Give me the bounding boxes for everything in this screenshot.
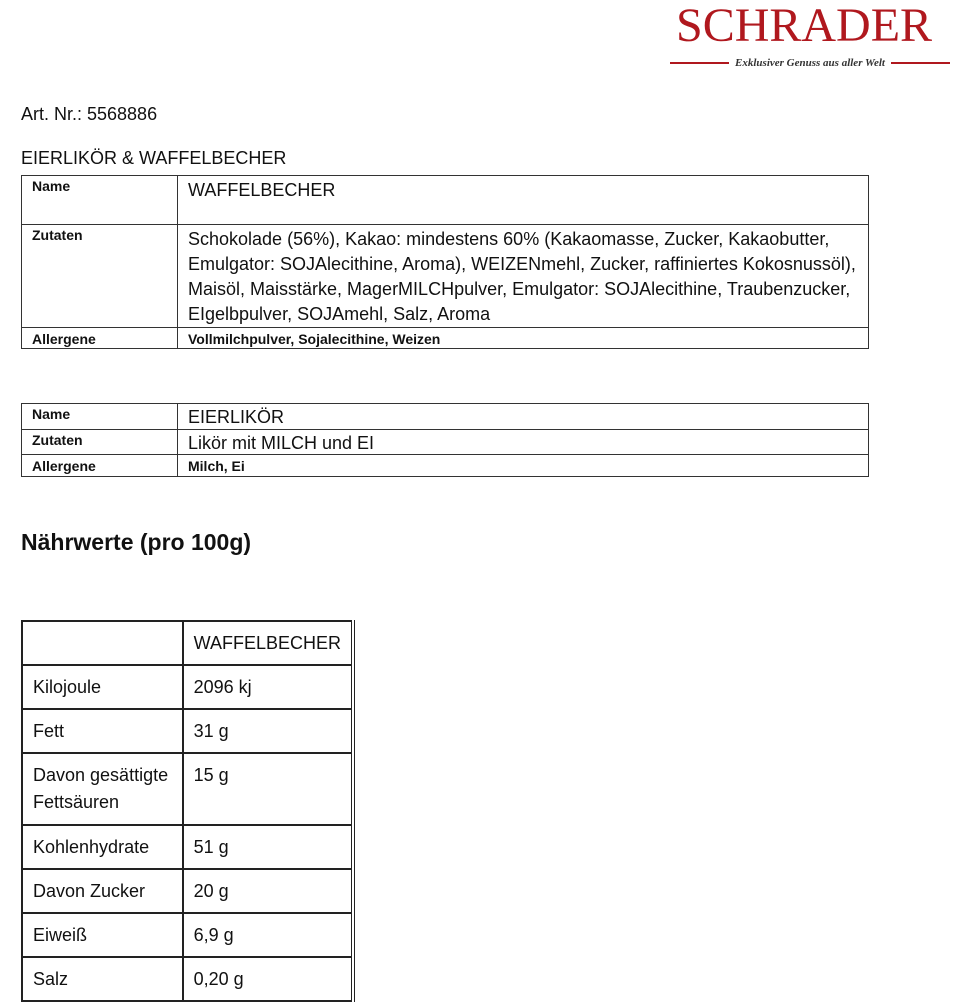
table-row: [22, 328, 869, 349]
row-value: 20 g: [183, 869, 353, 913]
row-label: Zutaten: [22, 430, 178, 455]
row-value: 6,9 g: [183, 913, 353, 957]
empty-header-cell: [22, 621, 183, 665]
ingredients-table-eierlikoer: [21, 403, 869, 477]
logo-tagline: Exklusiver Genuss aus aller Welt: [735, 56, 885, 69]
ingredients-table-waffelbecher: [21, 175, 869, 349]
row-label: Kilojoule: [22, 665, 183, 709]
row-label: Allergene: [22, 455, 178, 477]
column-header: WAFFELBECHER: [183, 621, 353, 665]
row-value: Vollmilchpulver, Sojalecithine, Weizen: [178, 328, 869, 349]
row-label: Name: [22, 404, 178, 430]
table-row: [22, 176, 869, 225]
row-value: 2096 kj: [183, 665, 353, 709]
row-value: WAFFELBECHER: [178, 176, 869, 225]
row-label: Kohlenhydrate: [22, 825, 183, 869]
row-value: 31 g: [183, 709, 353, 753]
row-value: EIERLIKÖR: [178, 404, 869, 430]
row-label: Davon Zucker: [22, 869, 183, 913]
row-value: Milch, Ei: [178, 455, 869, 477]
schrader-logo: [664, 2, 964, 72]
product-title: EIERLIKÖR & WAFFELBECHER: [21, 148, 287, 168]
logo-brand: SCHRADER: [676, 0, 933, 52]
nutrition-heading: Nährwerte (pro 100g): [21, 529, 252, 555]
table-row: [22, 430, 869, 455]
row-label: Allergene: [22, 328, 178, 349]
row-value: 51 g: [183, 825, 353, 869]
table-row: [22, 753, 353, 825]
table-row: [22, 225, 869, 328]
row-label: Salz: [22, 957, 183, 1001]
row-value: 15 g: [183, 753, 353, 825]
row-label: Zutaten: [22, 225, 178, 328]
row-label: Davon gesättigte Fettsäuren: [22, 753, 183, 825]
table-row: [22, 869, 353, 913]
table-row: [22, 455, 869, 477]
row-label: Eiweiß: [22, 913, 183, 957]
row-value: 0,20 g: [183, 957, 353, 1001]
table-row: [22, 825, 353, 869]
table-row: [22, 913, 353, 957]
table-header-row: [22, 621, 353, 665]
row-label: Name: [22, 176, 178, 225]
row-value: Likör mit MILCH und EI: [178, 430, 869, 455]
table-row: [22, 709, 353, 753]
nutrition-table: [21, 620, 355, 1002]
row-label: Fett: [22, 709, 183, 753]
article-number: Art. Nr.: 5568886: [21, 104, 158, 124]
table-row: [22, 404, 869, 430]
table-row: [22, 957, 353, 1001]
table-row: [22, 665, 353, 709]
row-value: Schokolade (56%), Kakao: mindestens 60% (Kakaomasse, Zucker, Kakaobutter, Emulgator: SOJAlecithine, Aroma), WEIZENmehl, Zucker, raffiniertes Kokosnussöl), Maisöl, Maisstärke, MagerMILCHpulver, Emulgator: SOJAlecithine, Traubenzucker, EIgelbpulver, SOJAmehl, Salz, Aroma: [178, 225, 869, 328]
